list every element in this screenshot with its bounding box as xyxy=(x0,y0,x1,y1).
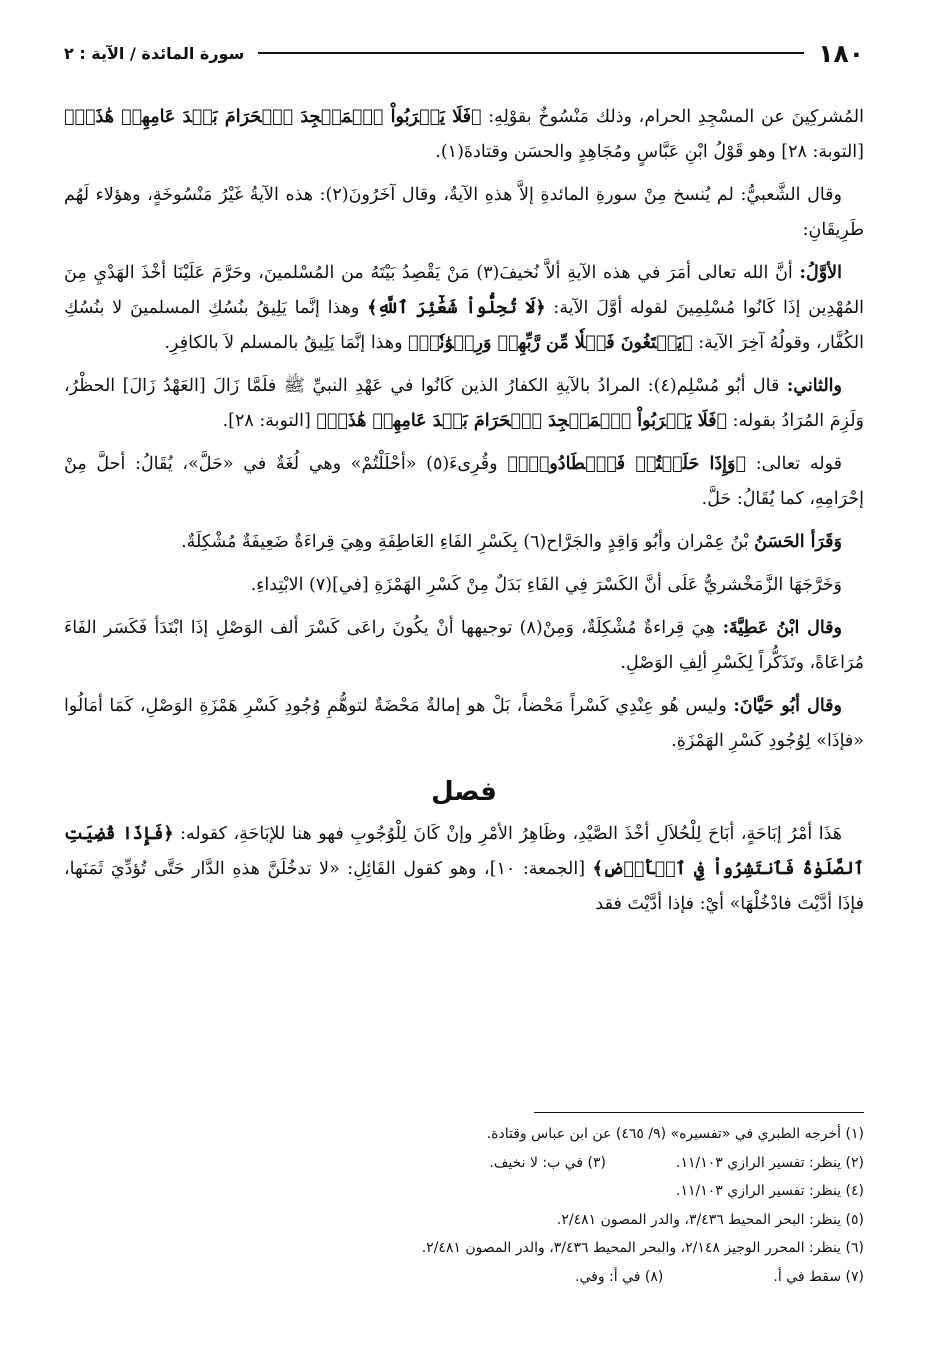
footnote-3: (٣) في ب: لا نخيف. xyxy=(489,1154,606,1171)
paragraph-2 xyxy=(64,178,864,248)
paragraph-lead: وقال أبُو حَيَّانَ: xyxy=(733,696,842,716)
footnote-4: (٤) ينظر: تفسير الرازي ١١/١٠٣. xyxy=(676,1183,864,1199)
paragraph-lead: والثاني: xyxy=(786,376,842,396)
footnote-separator xyxy=(534,1112,864,1113)
paragraph-text: [الجمعة: ١٠]، وهو كقول القَائِلِ: «لا تدخُلَنَّ هذهِ الدَّار حَتَّى تُؤدِّيَ ثَمَنَها، فإذَا أدَّيْتَ فادْخُلْهَا» أيْ: فإذا أدَّيْتَ فقد xyxy=(64,859,864,914)
footnote-5: (٥) ينظر: البحر المحيط ٣/٤٣٦، والدر المصون ٢/٤٨١. xyxy=(556,1211,864,1228)
paragraph-8 xyxy=(64,611,864,681)
footnote-8: (٨) في أ: وفي. xyxy=(575,1268,664,1285)
quran-verse: ﴿لَا تُحِلُّواْ شَعَٰٓئِرَ ٱللَّهِ﴾ xyxy=(367,298,546,318)
paragraph-4 xyxy=(64,369,864,439)
quran-verse: ﴿فَلَا يَقۡرَبُواْ ٱلۡمَسۡجِدَ ٱلۡحَرَامَ بَعۡدَ عَامِهِمۡ هَٰذَاۚ﴾ xyxy=(316,411,728,431)
paragraph-7 xyxy=(64,568,864,603)
paragraph-3 xyxy=(64,256,864,361)
footnote-2: (٢) ينظر: تفسير الرازي ١١/١٠٣. xyxy=(676,1154,864,1171)
section-title: فصل xyxy=(431,777,497,807)
paragraph-text: وليس هُو عِنْدِي كَسْراً مَحْضاً، بَلْ هو إمالةٌ مَحْضَةٌ لتوهُّمِ وُجُودِ كَسْرِ هَمْزَةِ الوَصْلِ، كَمَا أمَالُوا «فإذَا» لِوُجُودِ كَسْرِ الهَمْزَةِ. xyxy=(64,696,864,751)
paragraph-text: وقال الشَّعبيُّ: لم يُنسخ مِنْ سورةِ المائدةِ إلاَّ هذهِ الآيةُ، وقال آخَرُونَ(٢): هذه الآيةُ غَيْرُ مَنْسُوخَةٍ، وهؤلاء لَهُم طَرِيقَانِ: xyxy=(64,185,864,240)
paragraph-5 xyxy=(64,447,864,517)
paragraph-text: وهذا إنَّما يَلِيقُ بنُسُكِ المسلمينَ لا بنُسُكِ الكُفَّار، وقولُهُ آخِرَ الآية: xyxy=(64,298,864,353)
paragraph-10 xyxy=(64,817,864,922)
paragraph-text: [التوبة: ٢٨]. xyxy=(222,411,317,431)
quran-verse: ﴿فَلَا يَقۡرَبُواْ ٱلۡمَسۡجِدَ ٱلۡحَرَامَ بَعۡدَ عَامِهِمۡ هَٰذَاۚ﴾ xyxy=(64,107,482,127)
header-rule xyxy=(258,52,804,54)
paragraph-9 xyxy=(64,689,864,759)
surah-title: سورة المائدة / الآية : ٢ xyxy=(64,43,245,63)
main-text xyxy=(64,100,864,930)
paragraph-lead: الأوَّلُ: xyxy=(799,263,842,283)
footnote-row xyxy=(64,1263,864,1292)
paragraph-text: وَخَرَّجَهَا الزَّمَخْشريُّ عَلَى أنَّ الكَسْرَ فِي الفَاءِ بَدَلٌ مِنْ كَسْرِ الهَمْزَةِ [في](٧) الابْتِداءِ. xyxy=(250,575,842,595)
footnote-row xyxy=(64,1149,864,1178)
quran-verse: ﴿فَإِذَا قُضِيَتِ ٱلصَّلَوٰةُ فَٱنتَشِرُواْ فِي ٱلۡأَرۡضِ﴾ xyxy=(64,824,865,879)
paragraph-text: هَذَا أمْرُ إبَاحَةٍ، أبَاحَ لِلْحُلاَلِ أخْذَ الصَّيْدِ، وظَاهِرُ الأمْرِ وإنْ كَانَ لِلْوُجُوبِ فهو هنا للإبَاحَةِ، كقوله: xyxy=(173,824,843,844)
footnote-1: (١) أخرجه الطبري في «تفسيره» (٩/ ٤٦٥) عن ابن عباس وقتادة. xyxy=(486,1126,864,1142)
paragraph-text: هِيَ قِراءةٌ مُشْكِلَةٌ، وَمِنْ(٨) توجيهها أنْ يكُونَ راعَى كَسْرَ ألف الوَصْلِ إذَا ابْتَدَأ فَكَسَر الفَاءَ مُرَاعَاةً، وتَذَكُّراً لِكَسْرِ ألِفِ الوَصْلِ. xyxy=(64,618,864,673)
paragraph-text: أنَّ الله تعالى أمَرَ في هذه الآيةِ ألاَّ نُخيفَ(٣) مَنْ يَقْصِدُ بَيْتَهُ من المُسْلمينَ، وحَرَّمَ عَلَيْنَا أخْذَ الهَدْيِ مِنَ المُهْدِين إذَا كَانُوا مُسْلِمِينَ لقوله أوَّلَ الآية: xyxy=(64,263,865,318)
footnotes xyxy=(64,1120,864,1291)
paragraph-text: وقُرِىءَ(٥) «أحْلَلْتُمْ» وهي لُغَةٌ في «حَلَّ»، يُقَالُ: أحلَّ مِنْ إحْرَامِهِ، كما يُقَالُ: حَلَّ. xyxy=(64,454,864,509)
footnote-7: (٧) سقط في أ. xyxy=(773,1268,864,1285)
paragraph-text: قال أبُو مُسْلِم(٤): المرادُ بالآيةِ الكفارُ الذين كَانُوا في عَهْدِ النبيِّ ﷺ فلَمَّا زَالَ [العَهْدُ زَالَ] الحظْرُ، وَلَزِمَ المُرَادُ بقوله: xyxy=(64,376,864,431)
paragraph-text: وهذا إنَّمَا يَلِيقُ بالمسلم لاَ بالكافِرِ. xyxy=(164,333,409,353)
paragraph-lead: وَقَرَأ الحَسَنُ xyxy=(754,532,842,552)
paragraph-text: [التوبة: ٢٨] وهو قَوْلُ ابْنِ عَبَّاسٍ ومُجَاهِدٍ والحسَن وقتادةَ(١). xyxy=(435,142,864,162)
quran-verse: ﴿يَبۡتَغُونَ فَضۡلٗا مِّن رَّبِّهِمۡ وَرِضۡوَٰنٗاۚ﴾ xyxy=(408,333,693,353)
paragraph-text: المُشركِينَ عن المسْجِدِ الحرام، وذلك مَنْسُوخٌ بقوْلِهِ: xyxy=(481,107,864,127)
page-header xyxy=(64,36,864,70)
quran-verse: ﴿وَإِذَا حَلَلۡتُمۡ فَٱصۡطَادُواْۚ﴾ xyxy=(507,454,746,474)
paragraph-text: بْنُ عِمْران وأبُو وَاقِدٍ والجَرَّاح(٦) بِكَسْرِ الفَاءِ العَاطِفَةِ وهِيَ قِراءَةٌ ضَعِيفَةٌ مُشْكِلَةٌ. xyxy=(181,532,755,552)
paragraph-1 xyxy=(64,100,864,170)
paragraph-text: قوله تعالى: xyxy=(745,454,842,474)
page-number: ١٨٠ xyxy=(818,38,864,68)
paragraph-6 xyxy=(64,525,864,560)
paragraph-lead: وقال ابْنُ عَطِيَّةَ: xyxy=(722,618,843,638)
footnote-6: (٦) ينظر: المحرر الوجيز ٢/١٤٨، والبحر المحيط ٣/٤٣٦، والدر المصون ٢/٤٨١. xyxy=(421,1240,864,1256)
